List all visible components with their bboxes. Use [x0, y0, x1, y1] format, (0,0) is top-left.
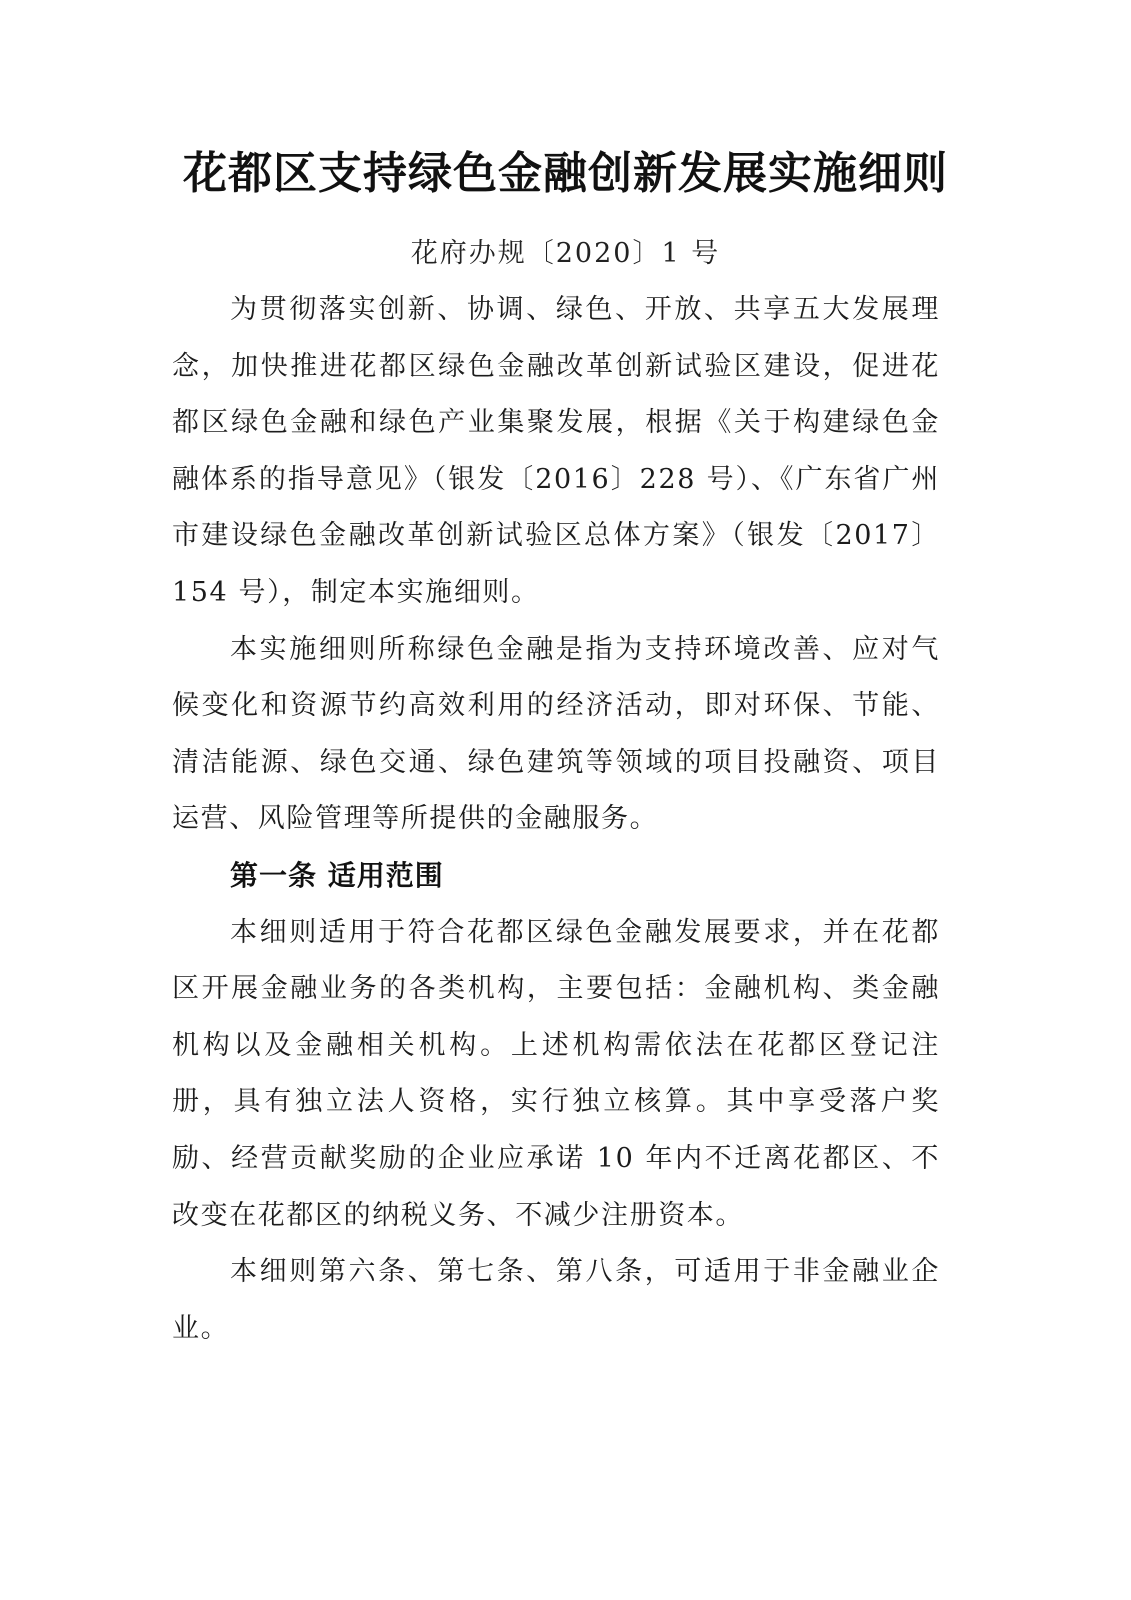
intro-paragraph: 为贯彻落实创新、协调、绿色、开放、共享五大发展理念，加快推进花都区绿色金融改革创新试验区建设，促进花都区绿色金融和绿色产业集聚发展，根据《关于构建绿色金融体系的指导意见》（银发〔2016〕228 号）、《广东省广州市建设绿色金融改革创新试验区总体方案》（银发〔2017〕154 号），制定本实施细则。 — [172, 294, 940, 608]
document-number: 花府办规〔2020〕1 号 — [410, 238, 721, 269]
scope-paragraph: 本细则适用于符合花都区绿色金融发展要求，并在花都区开展金融业务的各类机构，主要包括：金融机构、类金融机构以及金融相关机构。上述机构需依法在花都区登记注册，具有独立法人资格，实行独立核算。其中享受落户奖励、经营贡献奖励的企业应承诺 10 年内不迁离花都区、不改变在花都区的纳税义务、不减少注册资本。 — [172, 916, 940, 1231]
applicability-paragraph: 本细则第六条、第七条、第八条，可适用于非金融业企业。 — [172, 1256, 940, 1344]
document-title: 花都区支持绿色金融创新发展实施细则 — [183, 148, 948, 199]
document-body — [172, 282, 940, 1357]
section-heading: 第一条 适用范围 — [230, 858, 444, 892]
definition-paragraph: 本实施细则所称绿色金融是指为支持环境改善、应对气候变化和资源节约高效利用的经济活动，即对环保、节能、清洁能源、绿色交通、绿色建筑等领域的项目投融资、项目运营、风险管理等所提供的金融服务。 — [172, 633, 940, 835]
